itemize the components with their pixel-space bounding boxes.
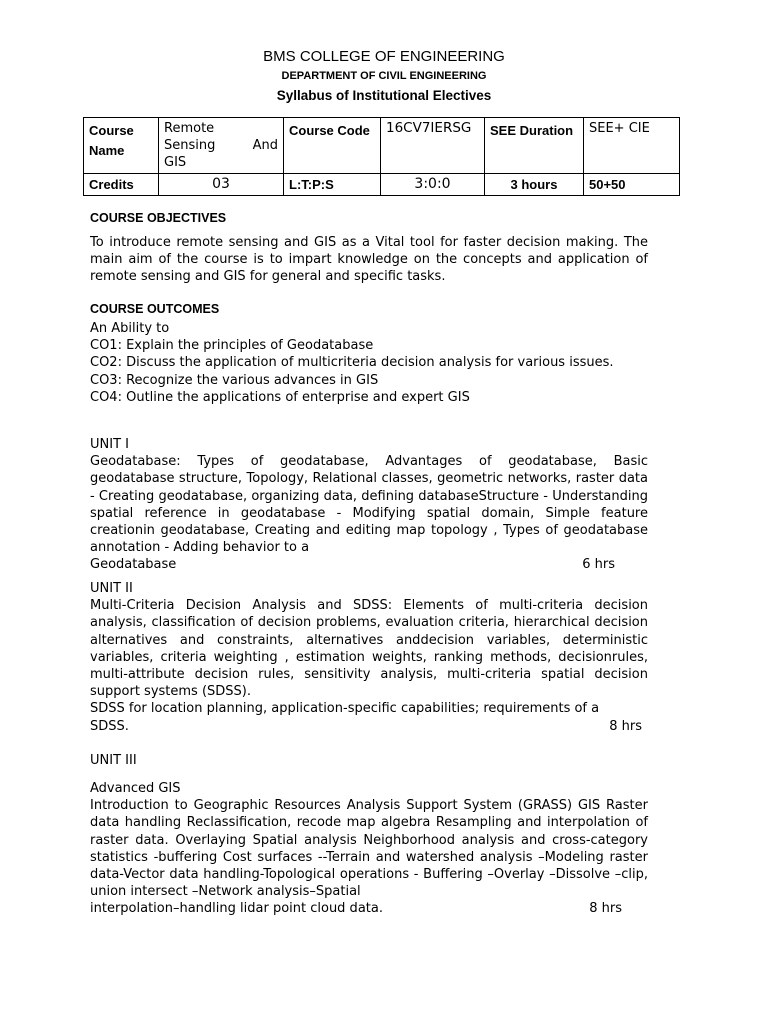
college-name: BMS COLLEGE OF ENGINEERING — [263, 48, 505, 65]
outcomes-list — [90, 320, 648, 406]
unit2-last-line — [90, 718, 648, 735]
unit2-last: SDSS. — [90, 718, 129, 734]
credits-value: 03 — [159, 174, 284, 196]
course-info-table — [83, 117, 680, 196]
unit3-section — [90, 780, 648, 918]
unit3-hours: 8 hrs — [589, 901, 622, 917]
unit2-hours: 8 hrs — [609, 718, 642, 734]
outcome-co3: CO3: Recognize the various advances in GIS — [90, 372, 379, 388]
table-row — [84, 174, 680, 196]
table-row — [84, 118, 680, 174]
course-code-label: Course Code — [284, 118, 381, 174]
unit3-text: Introduction to Geographic Resources Analysis Support System (GRASS) GIS Raster data handling Reclassification, recode map algebra Resampling and interpolation of raster data. Overlaying Spatial analysis Neighborhood analysis and cross-category statistics -buffering Cost surfaces --Terrain and watershed analysis –Modeling raster data-Vector data handling-Topological operations - Buffering –Overlay –Dissolve –clip, union intersect –Network analysis–Spatial — [90, 798, 648, 900]
course-name-line-1: Remote — [164, 121, 215, 136]
see-value: SEE+ CIE — [584, 118, 680, 174]
course-name-word: And — [252, 138, 278, 153]
unit3-subtitle: Advanced GIS — [90, 781, 181, 796]
unit2-section — [90, 580, 648, 735]
credits-label: Credits — [84, 174, 159, 196]
course-name-label: Course Name — [84, 118, 159, 174]
unit3-last: interpolation–handling lidar point cloud data. — [90, 901, 383, 917]
unit3-title: UNIT III — [90, 753, 137, 768]
see-duration-label: SEE Duration — [485, 118, 584, 174]
outcome-co4: CO4: Outline the applications of enterprise and expert GIS — [90, 389, 470, 405]
course-name-word: Sensing — [164, 138, 216, 153]
unit1-section — [90, 436, 648, 574]
unit1-hours: 6 hrs — [582, 557, 615, 573]
unit2-text: Multi-Criteria Decision Analysis and SDSS: Elements of multi-criteria decision analysis, classification of decision problems, evaluation criteria, hierarchical decision alternatives and constraints, alternatives anddecision variables, deterministic variables, criteria weighting , estimation weights, ranking methods, decisionrules, multi-attribute decision rules, sensitivity analysis, multi-criteria spatial decision support systems (SDSS). — [90, 598, 648, 700]
ltps-label: L:T:P:S — [284, 174, 381, 196]
unit3-last-line — [90, 900, 648, 917]
unit1-text: Geodatabase: Types of geodatabase, Advantages of geodatabase, Basic geodatabase structure, Topology, Relational classes, geometric networks, raster data - Creating geodatabase, organizing data, defining databaseStructure - Understanding spatial reference in geodatabase - Modifying spatial domain, Simple feature creationin geodatabase, Creating and editing map topology , Types of geodatabase annotation - Adding behavior to a — [90, 454, 648, 556]
course-name-value — [159, 118, 284, 174]
course-name-line-3: GIS — [164, 155, 187, 170]
unit2-title: UNIT II — [90, 581, 133, 596]
unit1-last-line — [90, 556, 648, 573]
outcomes-intro: An Ability to — [90, 321, 170, 336]
course-name-line-2 — [164, 137, 278, 154]
exam-duration: 3 hours — [485, 174, 584, 196]
unit1-title: UNIT I — [90, 437, 129, 452]
outcomes-heading: COURSE OUTCOMES — [90, 302, 220, 316]
course-code-value: 16CV7IERSG — [381, 118, 485, 174]
objectives-text: To introduce remote sensing and GIS as a Vital tool for faster decision making. The main aim of the course is to impart knowledge on the concepts and application of remote sensing and GIS for general and specific tasks. — [90, 235, 648, 285]
objectives-heading: COURSE OBJECTIVES — [90, 211, 227, 225]
department-name: DEPARTMENT OF CIVIL ENGINEERING — [281, 70, 487, 82]
marks-value: 50+50 — [584, 174, 680, 196]
unit1-last: Geodatabase — [90, 557, 177, 573]
outcome-co1: CO1: Explain the principles of Geodatabase — [90, 338, 374, 354]
document-title: Syllabus of Institutional Electives — [276, 88, 492, 103]
unit2-text2: SDSS for location planning, application-specific capabilities; requirements of a — [90, 701, 600, 717]
ltps-value: 3:0:0 — [381, 174, 485, 196]
outcome-co2: CO2: Discuss the application of multicriteria decision analysis for various issues. — [90, 355, 614, 371]
